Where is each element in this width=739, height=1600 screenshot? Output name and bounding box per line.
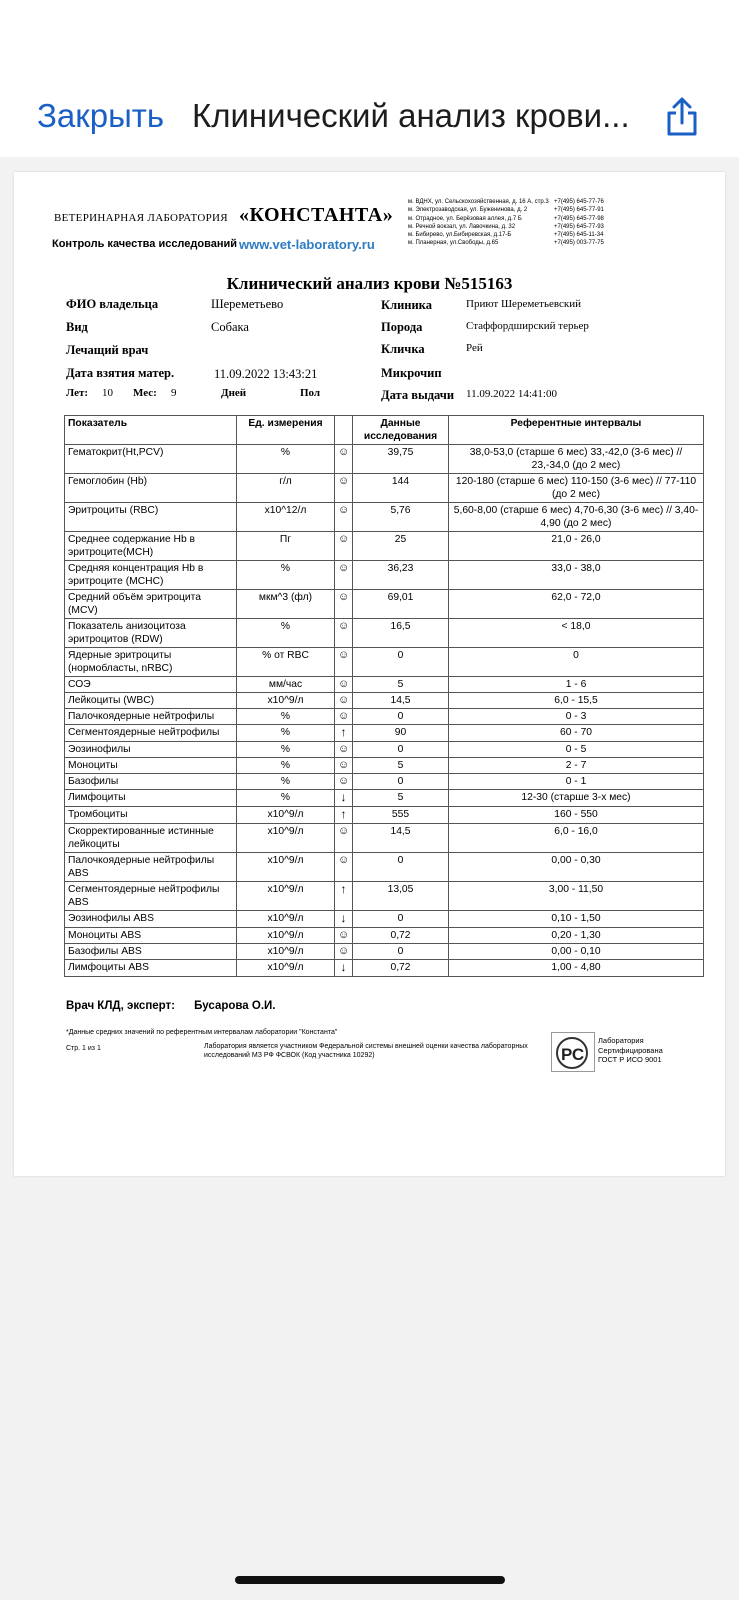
- parameter-name: Гематокрит(Ht,PCV): [65, 445, 237, 474]
- parameter-name: Средняя концентрация Hb в эритроците (MCHC): [65, 561, 237, 590]
- address-line: м. Отрадное, ул. Берёзовая аллея, д.7 Б: [408, 215, 522, 222]
- unit-cell: г/л: [237, 474, 335, 503]
- value-cell: 13,05: [353, 882, 449, 911]
- smile-icon: ☺: [338, 591, 350, 603]
- unit-cell: x10^9/л: [237, 944, 335, 960]
- months-value: 9: [171, 387, 177, 399]
- parameter-name: Палочкоядерные нейтрофилы: [65, 709, 237, 725]
- reference-cell: 12-30 (старше 3-х мес): [449, 790, 704, 807]
- phone-line: +7(495) 645-11-34: [554, 232, 604, 239]
- parameter-name: Средний объём эритроцита (MCV): [65, 590, 237, 619]
- unit-cell: x10^9/л: [237, 807, 335, 824]
- reference-cell: < 18,0: [449, 619, 704, 648]
- table-row: [65, 960, 704, 977]
- unit-cell: %: [237, 725, 335, 742]
- unit-cell: x10^9/л: [237, 824, 335, 853]
- arrow-up-icon: ↑: [340, 807, 347, 821]
- reference-cell: 60 - 70: [449, 725, 704, 742]
- arrow-up-icon: ↑: [340, 725, 347, 739]
- smile-icon: ☺: [338, 533, 350, 545]
- table-row: [65, 532, 704, 561]
- arrow-down-icon: ↓: [340, 911, 347, 925]
- months-label: Мес:: [133, 387, 157, 399]
- sample-date-label: Дата взятия матер.: [66, 366, 175, 380]
- header-reference: Референтные интервалы: [449, 416, 704, 445]
- value-cell: 5,76: [353, 503, 449, 532]
- cert-line: ГОСТ Р ИСО 9001: [598, 1055, 662, 1064]
- phone-line: +7(495) 645-77-91: [554, 207, 604, 214]
- reference-cell: 21,0 - 26,0: [449, 532, 704, 561]
- header-value: Данные исследования: [353, 416, 449, 445]
- document-title: Клинический анализ крови...: [192, 97, 630, 134]
- lab-name: ВЕТЕРИНАРНАЯ ЛАБОРАТОРИЯ: [54, 212, 228, 224]
- status-cell: [335, 911, 353, 928]
- table-row: [65, 824, 704, 853]
- unit-cell: %: [237, 758, 335, 774]
- unit-cell: %: [237, 561, 335, 590]
- reference-cell: 0 - 3: [449, 709, 704, 725]
- status-cell: [335, 474, 353, 503]
- value-cell: 0: [353, 709, 449, 725]
- lab-subtitle: Контроль качества исследований: [52, 238, 238, 250]
- unit-cell: x10^12/л: [237, 503, 335, 532]
- parameter-name: Лейкоциты (WBC): [65, 693, 237, 709]
- status-cell: [335, 790, 353, 807]
- smile-icon: ☺: [338, 945, 350, 957]
- reference-cell: 38,0-53,0 (старше 6 мес) 33,-42,0 (3-6 мес) // 23,-34,0 (до 2 мес): [449, 445, 704, 474]
- certification-text: [598, 1036, 663, 1065]
- results-table: [64, 415, 704, 977]
- parameter-name: Среднее содержание Hb в эритроците(MCH): [65, 532, 237, 561]
- smile-icon: ☺: [338, 825, 350, 837]
- status-cell: [335, 882, 353, 911]
- analysis-title: Клинический анализ крови №515163: [226, 274, 513, 293]
- days-label: Дней: [221, 387, 247, 399]
- parameter-name: Эозинофилы: [65, 742, 237, 758]
- reference-cell: 0,20 - 1,30: [449, 928, 704, 944]
- smile-icon: ☺: [338, 562, 350, 574]
- value-cell: 144: [353, 474, 449, 503]
- value-cell: 25: [353, 532, 449, 561]
- unit-cell: %: [237, 790, 335, 807]
- cert-logo-text: РС: [561, 1045, 585, 1064]
- pet-name-label: Кличка: [381, 342, 425, 356]
- arrow-down-icon: ↓: [340, 790, 347, 804]
- lab-website-link[interactable]: www.vet-laboratory.ru: [239, 237, 375, 252]
- status-cell: [335, 944, 353, 960]
- parameter-name: Моноциты ABS: [65, 928, 237, 944]
- status-cell: [335, 532, 353, 561]
- parameter-name: Скорректированные истинные лейкоциты: [65, 824, 237, 853]
- breed-value: Стаффордширский терьер: [466, 320, 589, 332]
- smile-icon: ☺: [338, 694, 350, 706]
- years-label: Лет:: [66, 387, 89, 399]
- parameter-name: Моноциты: [65, 758, 237, 774]
- status-cell: [335, 853, 353, 882]
- table-row: [65, 944, 704, 960]
- table-row: [65, 561, 704, 590]
- cert-line: Лаборатория: [598, 1036, 644, 1045]
- smile-icon: ☺: [338, 710, 350, 722]
- value-cell: 36,23: [353, 561, 449, 590]
- navigation-bar: [0, 0, 739, 157]
- value-cell: 0,72: [353, 960, 449, 977]
- status-cell: [335, 824, 353, 853]
- owner-label: ФИО владельца: [66, 297, 159, 311]
- sex-label: Пол: [300, 387, 321, 399]
- unit-cell: x10^9/л: [237, 911, 335, 928]
- share-icon[interactable]: [664, 97, 700, 137]
- fsvok-member-text: Лаборатория является участником Федеральной системы внешней оценки качества лабораторных исследований МЗ РФ ФСВОК (Код участника 10292): [204, 1043, 528, 1059]
- clinic-label: Клиника: [381, 298, 432, 312]
- phone-line: +7(495) 003-77-75: [554, 240, 604, 247]
- status-cell: [335, 709, 353, 725]
- document-page: [14, 172, 725, 1176]
- table-row: [65, 445, 704, 474]
- status-cell: [335, 590, 353, 619]
- header-parameter: Показатель: [65, 416, 237, 445]
- reference-note: *Данные средних значений по референтным интервалам лаборатории "Константа": [66, 1029, 338, 1036]
- parameter-name: СОЭ: [65, 677, 237, 693]
- phone-line: +7(495) 645-77-76: [554, 199, 604, 205]
- table-row: [65, 648, 704, 677]
- parameter-name: Лимфоциты: [65, 790, 237, 807]
- reference-cell: 6,0 - 15,5: [449, 693, 704, 709]
- unit-cell: x10^9/л: [237, 882, 335, 911]
- address-line: м. Электрозаводская, ул. Буженинова, д. 2: [408, 207, 528, 214]
- status-cell: [335, 648, 353, 677]
- status-cell: [335, 960, 353, 977]
- unit-cell: мм/час: [237, 677, 335, 693]
- status-cell: [335, 561, 353, 590]
- reference-cell: 1,00 - 4,80: [449, 960, 704, 977]
- status-cell: [335, 445, 353, 474]
- smile-icon: ☺: [338, 620, 350, 632]
- reference-cell: 0 - 5: [449, 742, 704, 758]
- phone-line: +7(495) 645-77-93: [554, 223, 604, 230]
- sample-date-value: 11.09.2022 13:43:21: [214, 367, 318, 381]
- issue-date-value: 11.09.2022 14:41:00: [466, 388, 557, 400]
- table-row: [65, 911, 704, 928]
- value-cell: 16,5: [353, 619, 449, 648]
- value-cell: 14,5: [353, 824, 449, 853]
- reference-cell: 0,00 - 0,30: [449, 853, 704, 882]
- doctor-label: Лечащий врач: [66, 343, 149, 357]
- table-row: [65, 853, 704, 882]
- status-cell: [335, 503, 353, 532]
- value-cell: 90: [353, 725, 449, 742]
- reference-cell: 120-180 (старше 6 мес) 110-150 (3-6 мес) // 77-110 (до 2 мес): [449, 474, 704, 503]
- microchip-label: Микрочип: [381, 366, 442, 380]
- value-cell: 555: [353, 807, 449, 824]
- unit-cell: Пг: [237, 532, 335, 561]
- value-cell: 0: [353, 648, 449, 677]
- table-row: [65, 709, 704, 725]
- reference-cell: 160 - 550: [449, 807, 704, 824]
- parameter-name: Эозинофилы ABS: [65, 911, 237, 928]
- address-line: м. ВДНХ, ул. Сельскохозяйственная, д. 16 А, стр.3: [408, 199, 549, 205]
- value-cell: 0: [353, 944, 449, 960]
- status-cell: [335, 693, 353, 709]
- status-cell: [335, 928, 353, 944]
- clinic-value: Приют Шереметьевский: [466, 298, 582, 310]
- header-status: [335, 416, 353, 445]
- table-row: [65, 807, 704, 824]
- reference-cell: 3,00 - 11,50: [449, 882, 704, 911]
- table-row: [65, 725, 704, 742]
- status-cell: [335, 677, 353, 693]
- pet-name-value: Рей: [466, 342, 483, 354]
- reference-cell: 33,0 - 38,0: [449, 561, 704, 590]
- value-cell: 39,75: [353, 445, 449, 474]
- unit-cell: %: [237, 774, 335, 790]
- smile-icon: ☺: [338, 504, 350, 516]
- value-cell: 14,5: [353, 693, 449, 709]
- table-row: [65, 619, 704, 648]
- parameter-name: Сегментоядерные нейтрофилы ABS: [65, 882, 237, 911]
- smile-icon: ☺: [338, 446, 350, 458]
- species-value: Собака: [211, 320, 249, 334]
- value-cell: 0,72: [353, 928, 449, 944]
- parameter-name: Ядерные эритроциты (нормобласты, nRBC): [65, 648, 237, 677]
- value-cell: 69,01: [353, 590, 449, 619]
- value-cell: 0: [353, 774, 449, 790]
- years-value: 10: [102, 387, 113, 399]
- status-cell: [335, 758, 353, 774]
- owner-value: Шереметьево: [211, 297, 284, 311]
- table-header-row: [65, 416, 704, 445]
- smile-icon: ☺: [338, 475, 350, 487]
- certification-logo: [551, 1032, 595, 1072]
- value-cell: 5: [353, 677, 449, 693]
- smile-icon: ☺: [338, 649, 350, 661]
- arrow-down-icon: ↓: [340, 960, 347, 974]
- table-row: [65, 474, 704, 503]
- smile-icon: ☺: [338, 743, 350, 755]
- reference-cell: 0 - 1: [449, 774, 704, 790]
- table-row: [65, 758, 704, 774]
- lab-brand: «КОНСТАНТА»: [239, 204, 394, 226]
- header-unit: Ед. измерения: [237, 416, 335, 445]
- status-cell: [335, 742, 353, 758]
- table-row: [65, 790, 704, 807]
- phone-line: +7(495) 645-77-98: [554, 215, 604, 222]
- parameter-name: Палочкоядерные нейтрофилы ABS: [65, 853, 237, 882]
- status-cell: [335, 774, 353, 790]
- reference-cell: 62,0 - 72,0: [449, 590, 704, 619]
- arrow-up-icon: ↑: [340, 882, 347, 896]
- unit-cell: %: [237, 445, 335, 474]
- smile-icon: ☺: [338, 929, 350, 941]
- close-button[interactable]: Закрыть: [37, 97, 165, 134]
- status-cell: [335, 725, 353, 742]
- reference-cell: 0: [449, 648, 704, 677]
- smile-icon: ☺: [338, 854, 350, 866]
- table-row: [65, 677, 704, 693]
- status-cell: [335, 619, 353, 648]
- cert-line: Сертифицирована: [598, 1045, 663, 1055]
- value-cell: 0: [353, 742, 449, 758]
- parameter-name: Гемоглобин (Hb): [65, 474, 237, 503]
- reference-cell: 0,00 - 0,10: [449, 944, 704, 960]
- value-cell: 5: [353, 790, 449, 807]
- page-number: Стр. 1 из 1: [66, 1045, 101, 1052]
- reference-cell: 1 - 6: [449, 677, 704, 693]
- unit-cell: x10^9/л: [237, 853, 335, 882]
- table-row: [65, 742, 704, 758]
- table-row: [65, 503, 704, 532]
- table-row: [65, 590, 704, 619]
- unit-cell: %: [237, 619, 335, 648]
- doctor-signature: Врач КЛД, эксперт: Бусарова О.И.: [66, 1000, 276, 1012]
- smile-icon: ☺: [338, 678, 350, 690]
- reference-cell: 2 - 7: [449, 758, 704, 774]
- table-row: [65, 882, 704, 911]
- table-row: [65, 693, 704, 709]
- value-cell: 5: [353, 758, 449, 774]
- parameter-name: Эритроциты (RBC): [65, 503, 237, 532]
- parameter-name: Лимфоциты ABS: [65, 960, 237, 977]
- address-line: м. Планерная, ул.Свободы, д.65: [408, 240, 499, 247]
- table-row: [65, 928, 704, 944]
- unit-cell: x10^9/л: [237, 693, 335, 709]
- reference-cell: 0,10 - 1,50: [449, 911, 704, 928]
- reference-cell: 5,60-8,00 (старше 6 мес) 4,70-6,30 (3-6 мес) // 3,40-4,90 (до 2 мес): [449, 503, 704, 532]
- parameter-name: Базофилы ABS: [65, 944, 237, 960]
- breed-label: Порода: [381, 320, 423, 334]
- species-label: Вид: [66, 320, 88, 334]
- home-indicator[interactable]: [235, 1576, 505, 1584]
- parameter-name: Сегментоядерные нейтрофилы: [65, 725, 237, 742]
- address-line: м. Бибирево, ул.Бибиревская, д.17-Б: [408, 232, 512, 239]
- reference-cell: 6,0 - 16,0: [449, 824, 704, 853]
- unit-cell: % от RBC: [237, 648, 335, 677]
- status-cell: [335, 807, 353, 824]
- unit-cell: мкм^3 (фл): [237, 590, 335, 619]
- issue-date-label: Дата выдачи: [381, 388, 455, 402]
- table-row: [65, 774, 704, 790]
- unit-cell: %: [237, 709, 335, 725]
- lab-phones: [554, 198, 604, 248]
- unit-cell: x10^9/л: [237, 928, 335, 944]
- smile-icon: ☺: [338, 759, 350, 771]
- parameter-name: Показатель анизоцитоза эритроцитов (RDW): [65, 619, 237, 648]
- address-line: м. Речной вокзал, ул. Лавочкина, д. 32: [408, 223, 516, 230]
- unit-cell: x10^9/л: [237, 960, 335, 977]
- smile-icon: ☺: [338, 775, 350, 787]
- value-cell: 0: [353, 853, 449, 882]
- unit-cell: %: [237, 742, 335, 758]
- value-cell: 0: [353, 911, 449, 928]
- parameter-name: Базофилы: [65, 774, 237, 790]
- parameter-name: Тромбоциты: [65, 807, 237, 824]
